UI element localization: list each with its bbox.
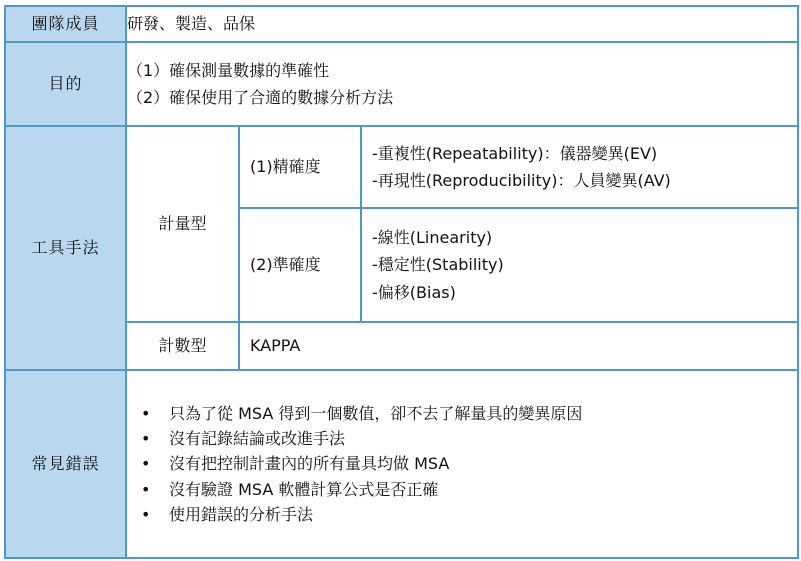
precision-item: -再現性(Reproducibility)：人員變異(AV) <box>372 171 671 190</box>
mistakes-content <box>126 370 798 558</box>
mistakes-list <box>127 404 797 524</box>
team-value: 研發、製造、品保 <box>126 6 798 42</box>
row-purpose <box>5 42 798 126</box>
count-method: KAPPA <box>239 322 798 370</box>
accuracy-label: (2)準確度 <box>239 208 361 322</box>
mistake-text: 沒有把控制計畫內的所有量具均做 MSA <box>169 454 450 474</box>
mistake-text: 使用錯誤的分析手法 <box>169 504 314 524</box>
purpose-item: （1）確保測量數據的準確性 <box>127 61 330 81</box>
team-label: 團隊成員 <box>5 6 126 42</box>
list-item <box>141 404 797 424</box>
precision-items <box>361 126 798 208</box>
row-mistakes <box>5 370 798 558</box>
accuracy-item: -線性(Linearity) <box>372 228 493 248</box>
count-type: 計數型 <box>126 322 239 370</box>
mistakes-label: 常見錯誤 <box>5 370 126 558</box>
bullet-icon: • <box>141 404 151 424</box>
measured-type: 計量型 <box>126 126 239 322</box>
row-team <box>5 6 798 42</box>
msa-summary-table <box>4 5 799 559</box>
precision-label: (1)精確度 <box>239 126 361 208</box>
purpose-label: 目的 <box>5 42 126 126</box>
mistake-text: 只為了從 MSA 得到一個數值，卻不去了解量具的變異原因 <box>169 404 583 424</box>
list-item <box>141 479 797 499</box>
list-item <box>141 454 797 474</box>
accuracy-item: -偏移(Bias) <box>372 282 456 302</box>
accuracy-item: -穩定性(Stability) <box>372 255 504 275</box>
tools-label: 工具手法 <box>5 126 126 370</box>
precision-item: -重複性(Repeatability)：儀器變異(EV) <box>372 143 658 163</box>
bullet-icon: • <box>141 479 151 499</box>
purpose-content <box>126 42 798 126</box>
row-tools-precision <box>5 126 798 208</box>
accuracy-items <box>361 208 798 322</box>
list-item <box>141 429 797 449</box>
bullet-icon: • <box>141 504 151 524</box>
mistake-text: 沒有驗證 MSA 軟體計算公式是否正確 <box>169 479 439 499</box>
bullet-icon: • <box>141 454 151 474</box>
bullet-icon: • <box>141 429 151 449</box>
purpose-item: （2）確保使用了合適的數據分析方法 <box>127 87 394 107</box>
list-item <box>141 504 797 524</box>
mistake-text: 沒有記錄結論或改進手法 <box>169 429 346 449</box>
